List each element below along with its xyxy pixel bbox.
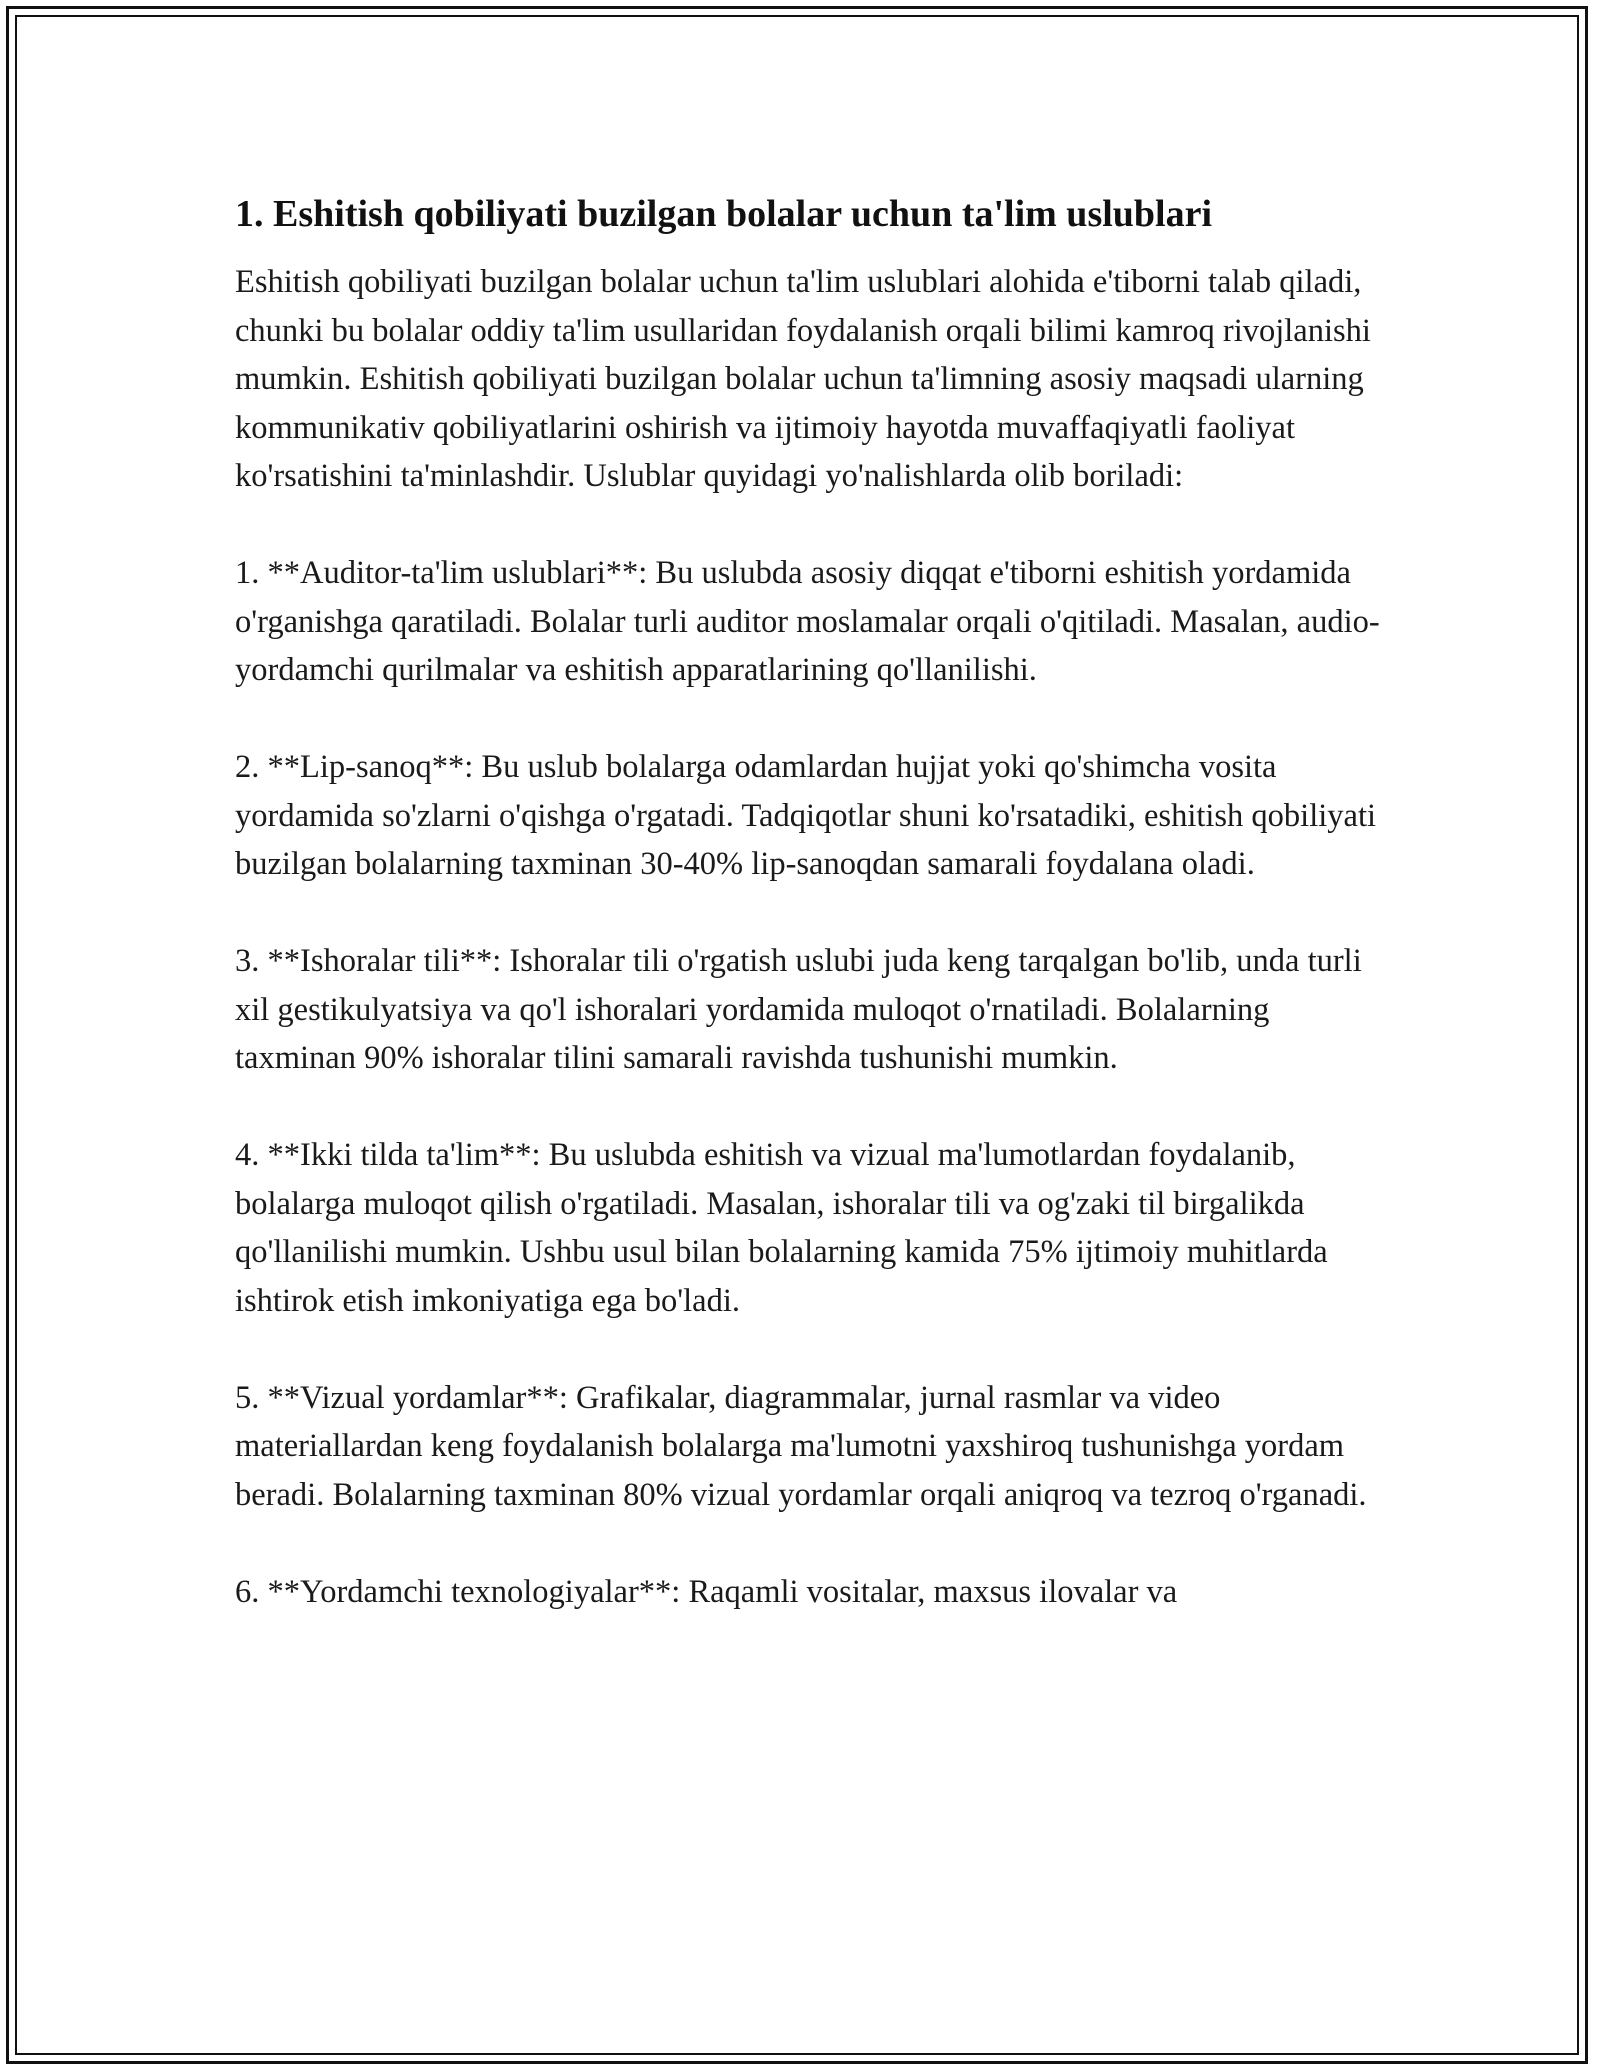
section-title: 1. Eshitish qobiliyati buzilgan bolalar uchun ta'lim uslublari (235, 193, 1213, 235)
list-item-auditor: 1. **Auditor-ta'lim uslublari**: Bu uslubda asosiy diqqat e'tiborni eshitish yordamida o'rganishga qaratiladi. Bolalar turli auditor moslamalar orqali o'qitiladi. Masalan, audio-yordamchi qurilmalar va eshitish apparatlarining qo'llanilishi. (235, 555, 1380, 688)
list-item-sign-language: 3. **Ishoralar tili**: Ishoralar tili o'rgatish uslubi juda keng tarqalgan bo'lib, unda turli xil gestikulyatsiya va qo'l ishoralari yordamida muloqot o'rnatiladi. Bolalarning taxminan 90% ishoralar tilini samarali ravishda tushunishi mumkin. (235, 943, 1362, 1076)
list-item-bilingual: 4. **Ikki tilda ta'lim**: Bu uslubda eshitish va vizual ma'lumotlardan foydalanib, bolalarga muloqot qilish o'rgatiladi. Masalan, ishoralar tili va og'zaki til birgalikda qo'llanilishi mumkin. Ushbu usul bilan bolalarning kamida 75% ijtimoiy muhitlarda ishtirok etish imkoniyatiga ega bo'ladi. (235, 1137, 1328, 1319)
list-item-visual-aids: 5. **Vizual yordamlar**: Grafikalar, diagrammalar, jurnal rasmlar va video materiallardan keng foydalanish bolalarga ma'lumotni yaxshiroq tushunishga yordam beradi. Bolalarning taxminan 80% vizual yordamlar orqali aniqroq va tezroq o'rganadi. (235, 1379, 1367, 1513)
list-item-lip-reading: 2. **Lip-sanoq**: Bu uslub bolalarga odamlardan hujjat yoki qo'shimcha vosita yordamida so'zlarni o'qishga o'rgatadi. Tadqiqotlar shuni ko'rsatadiki, eshitish qobiliyati buzilgan bolalarning taxminan 30-40% lip-sanoqdan samarali foydalana oladi. (235, 749, 1377, 882)
document-body (235, 188, 1395, 1616)
list-item-assistive-tech: 6. **Yordamchi texnologiyalar**: Raqamli vositalar, maxsus ilovalar va (235, 1573, 1178, 1610)
intro-paragraph: Eshitish qobiliyati buzilgan bolalar uchun ta'lim uslublari alohida e'tiborni talab qiladi, chunki bu bolalar oddiy ta'lim usullaridan foydalanish orqali bilimi kamroq rivojlanishi mumkin. Eshitish qobiliyati buzilgan bolalar uchun ta'limning asosiy maqsadi ularning kommunikativ qobiliyatlarini oshirish va ijtimoiy hayotda muvaffaqiyatli faoliyat ko'rsatishini ta'minlashdir. Uslublar quyidagi yo'nalishlarda olib boriladi: (235, 264, 1371, 494)
